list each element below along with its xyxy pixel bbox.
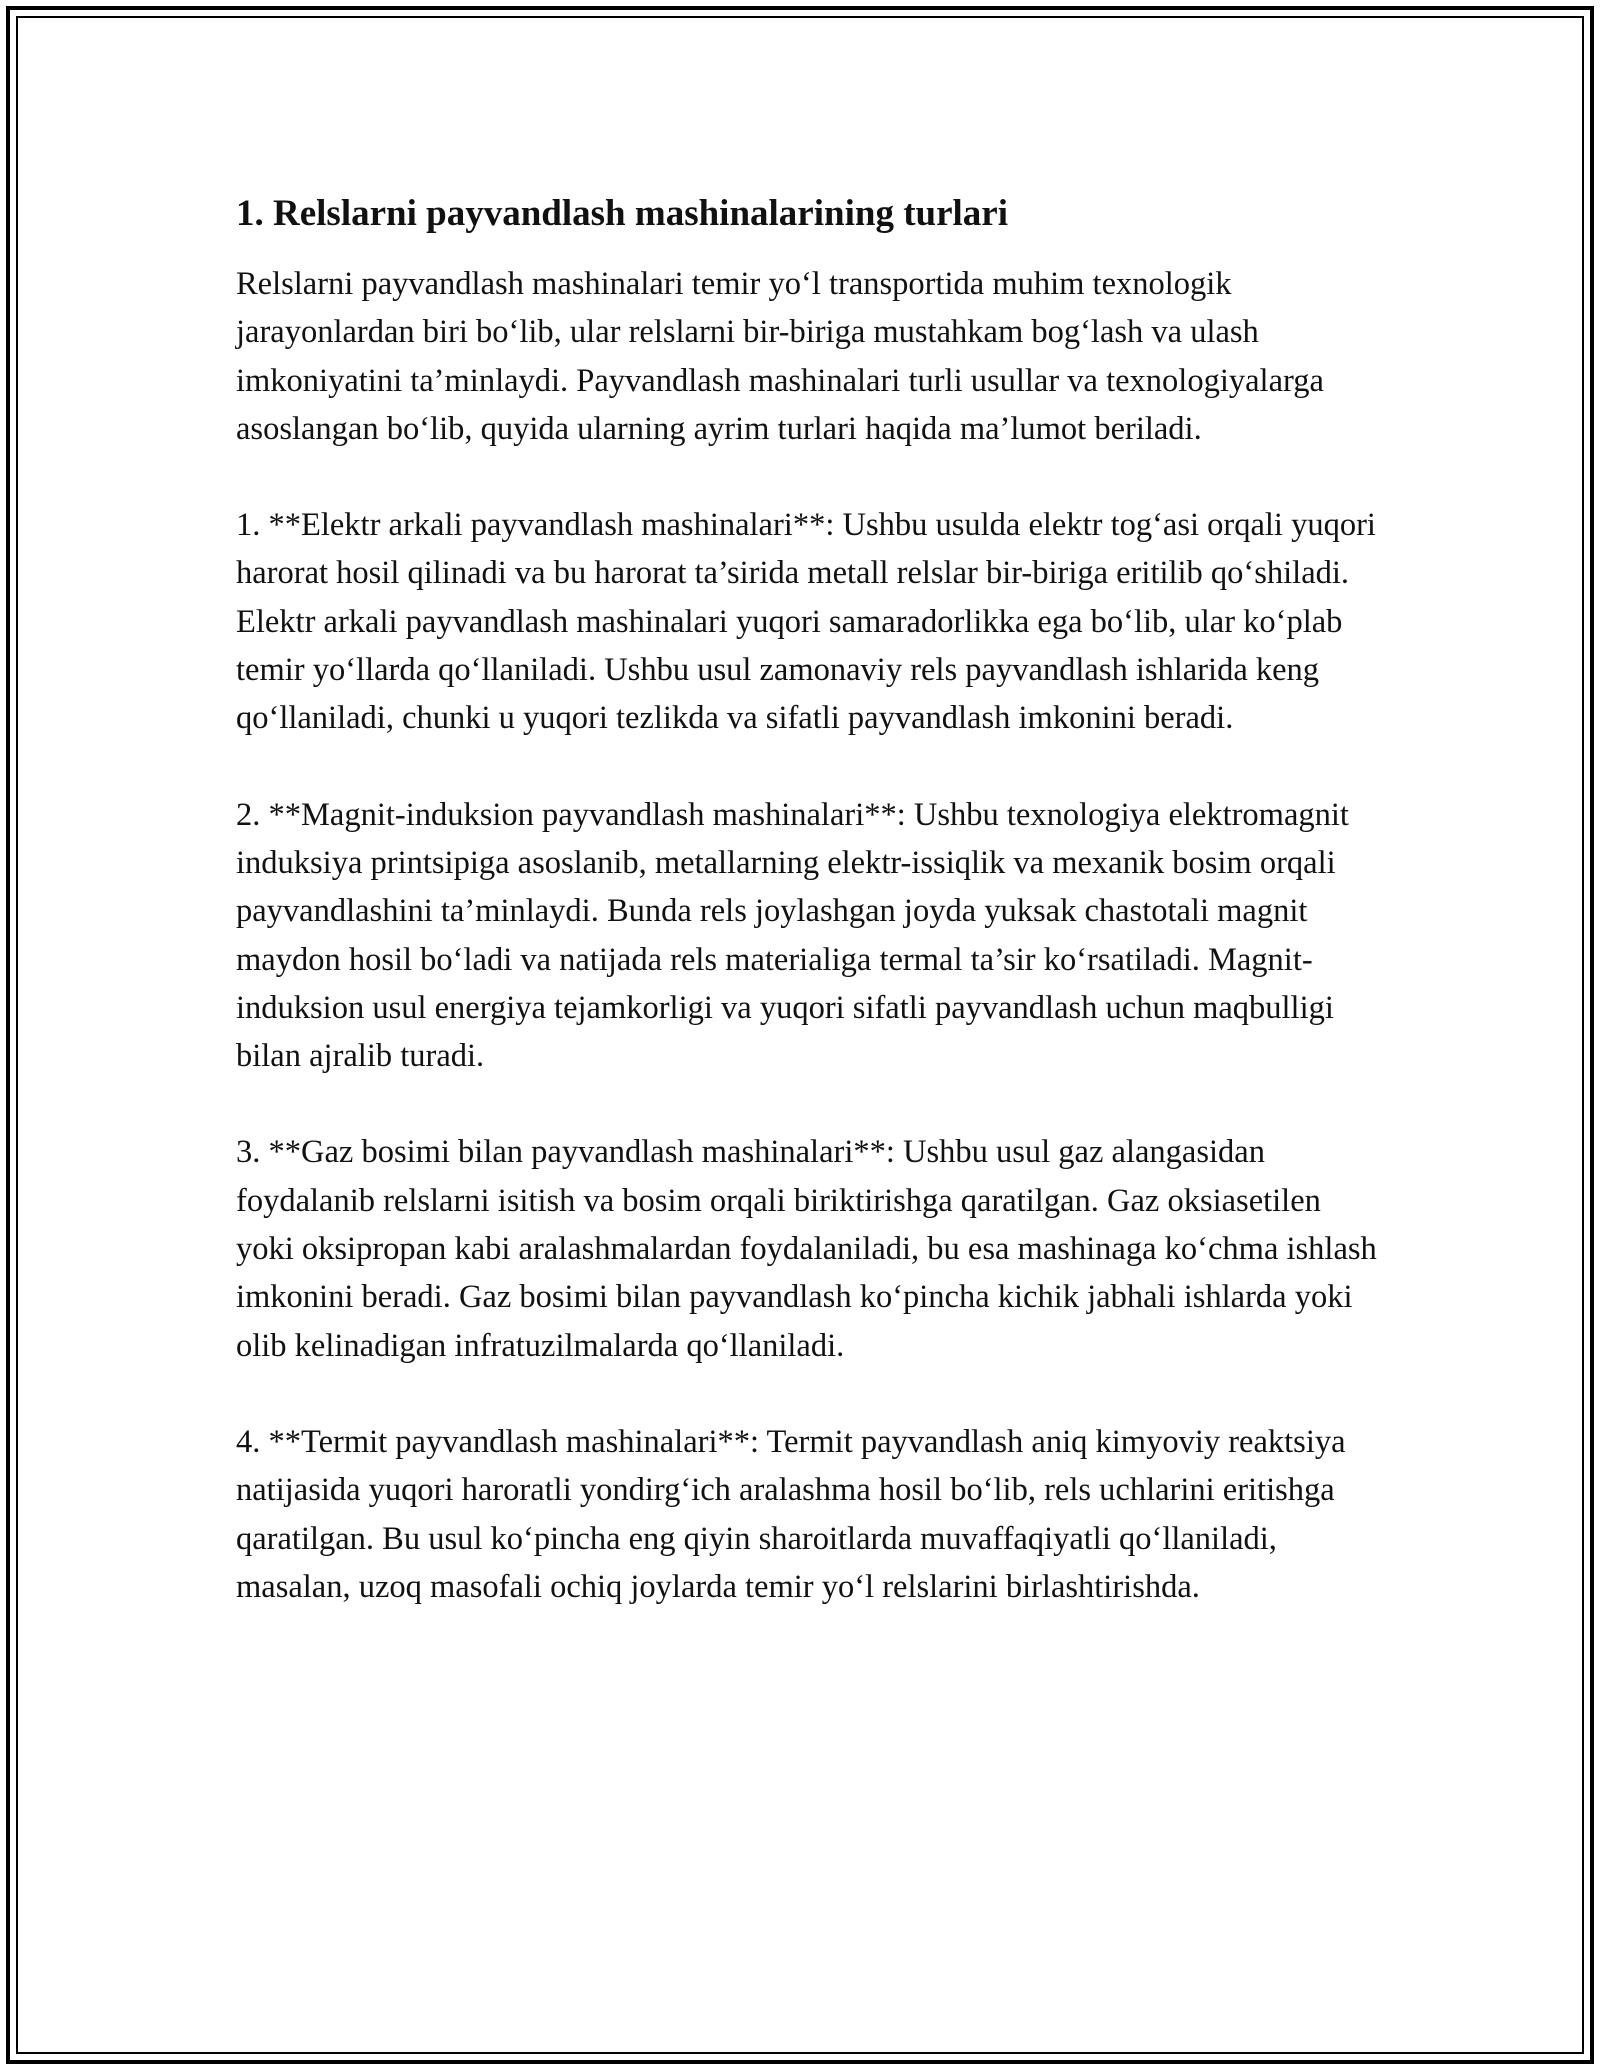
paragraph-gas-pressure: 3. **Gaz bosimi bilan payvandlash mashinalari**: Ushbu usul gaz alangasidan foydalanib relslarni isitish va bosim orqali biriktirishga qaratilgan. Gaz oksiasetilen yoki oksipropan kabi aralashmalardan foydalaniladi, bu esa mashinaga ko‘chma ishlash imkonini beradi. Gaz bosimi bilan payvandlash ko‘pincha kichik jabhali ishlarda yoki olib kelinadigan infratuzilmalarda qo‘llaniladi. (236, 1134, 1377, 1364)
section-heading: 1. Relslarni payvandlash mashinalarining turlari (236, 193, 1008, 234)
document-body (236, 186, 1386, 1659)
paragraph-thermite: 4. **Termit payvandlash mashinalari**: Termit payvandlash aniq kimyoviy reaktsiya natijasida yuqori haroratli yondirg‘ich aralashma hosil bo‘lib, rels uchlarini eritishga qaratilgan. Bu usul ko‘pincha eng qiyin sharoitlarda muvaffaqiyatli qo‘llaniladi, masalan, uzoq masofali ochiq joylarda temir yo‘l relslarini birlashtirishda. (236, 1423, 1346, 1605)
paragraph-electric-arc: 1. **Elektr arkali payvandlash mashinalari**: Ushbu usulda elektr tog‘asi orqali yuqori harorat hosil qilinadi va bu harorat ta’sirida metall relslar bir-biriga eritilib qo‘shiladi. Elektr arkali payvandlash mashinalari yuqori samaradorlikka ega bo‘lib, ular ko‘plab temir yo‘llarda qo‘llaniladi. Ushbu usul zamonaviy rels payvandlash ishlarida keng qo‘llaniladi, chunki u yuqori tezlikda va sifatli payvandlash imkonini beradi. (236, 507, 1376, 737)
intro-paragraph: Relslarni payvandlash mashinalari temir yo‘l transportida muhim texnologik jarayonlardan biri bo‘lib, ular relslarni bir-biriga mustahkam bog‘lash va ulash imkoniyatini ta’minlaydi. Payvandlash mashinalari turli usullar va texnologiyalarga asoslangan bo‘lib, quyida ularning ayrim turlari haqida ma’lumot beriladi. (236, 266, 1324, 447)
paragraph-magnetic-induction: 2. **Magnit-induksion payvandlash mashinalari**: Ushbu texnologiya elektromagnit induksiya printsipiga asoslanib, metallarning elektr-issiqlik va mexanik bosim orqali payvandlashini ta’minlaydi. Bunda rels joylashgan joyda yuksak chastotali magnit maydon hosil bo‘ladi va natijada rels materialiga termal ta’sir ko‘rsatiladi. Magnit-induksion usul energiya tejamkorligi va yuqori sifatli payvandlash uchun maqbulligi bilan ajralib turadi. (236, 796, 1349, 1075)
